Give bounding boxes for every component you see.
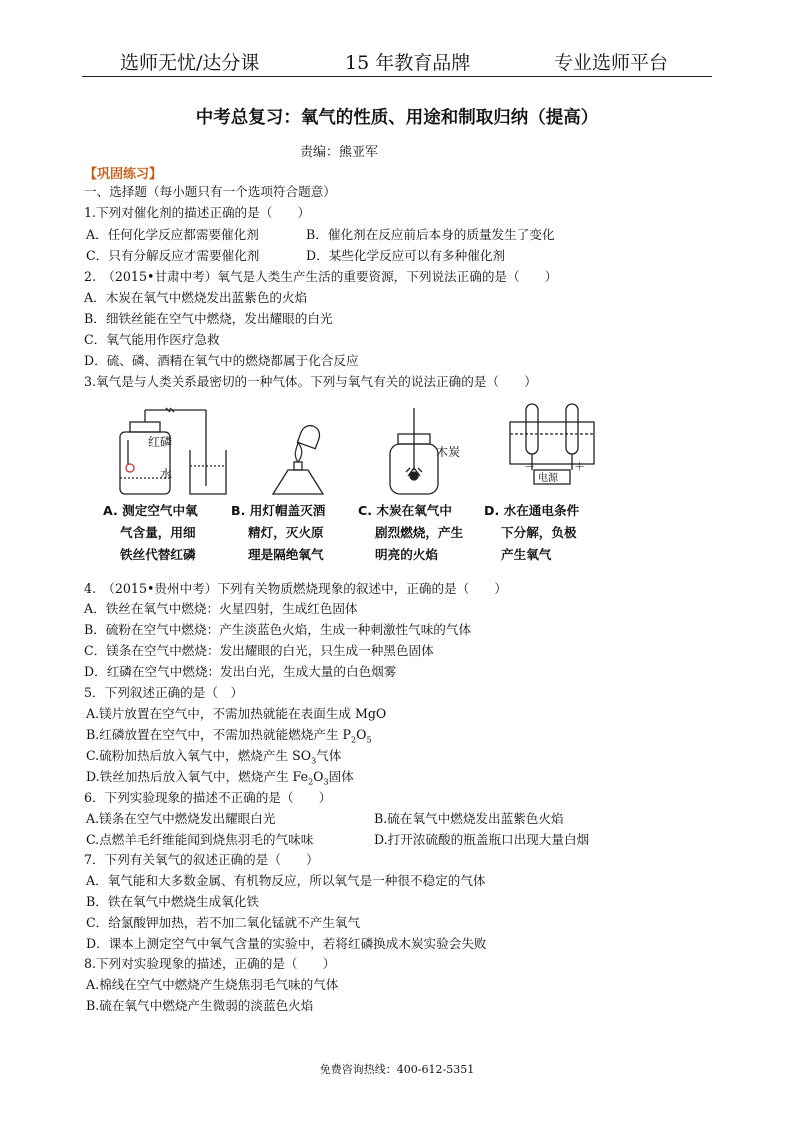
q2-option-a: A．木炭在氧气中燃烧发出蓝紫色的火焰 bbox=[84, 290, 308, 305]
q3-option-a-line3: 铁丝代替红磷 bbox=[120, 547, 196, 562]
q3-option-d-line3: 产生氧气 bbox=[501, 547, 552, 562]
q7-option-c: C．给氯酸钾加热，若不加二氧化锰就不产生氧气 bbox=[86, 915, 361, 930]
header-brand-center: 15 年教育品牌 bbox=[345, 52, 471, 74]
q3-option-d-line2: 下分解，负极 bbox=[501, 525, 577, 540]
q7-option-d: D．课本上测定空气中氧气含量的实验中，若将红磷换成木炭实验会失败 bbox=[86, 936, 487, 951]
minus-label: － bbox=[524, 460, 535, 473]
q3-option-a-line1: A. 测定空气中氧 bbox=[103, 503, 198, 518]
q6-option-c: C.点燃羊毛纤维能闻到烧焦羽毛的气味味 bbox=[86, 832, 314, 847]
editor-line: 责编：熊亚军 bbox=[300, 145, 379, 160]
alcohol-lamp-icon bbox=[273, 423, 323, 494]
q6-option-b: B.硫在氧气中燃烧发出蓝紫色火焰 bbox=[374, 811, 564, 826]
q7-option-b: B．铁在氧气中燃烧生成氧化铁 bbox=[86, 894, 259, 909]
q8-option-b: B.硫在氧气中燃烧产生微弱的淡蓝色火焰 bbox=[86, 998, 314, 1013]
power-label: 电源 bbox=[538, 473, 558, 484]
q3-option-a bbox=[103, 500, 198, 566]
charcoal-label: 木炭 bbox=[436, 445, 461, 459]
q3-option-c-line3: 明亮的火焰 bbox=[375, 547, 438, 562]
q3-option-b-line1: B. 用灯帽盖灭酒 bbox=[231, 503, 326, 518]
charcoal-jar-icon bbox=[390, 408, 438, 494]
q2-stem: 2. （2015•甘肃中考）氧气是人类生产生活的重要资源，下列说法正确的是（ ） bbox=[84, 269, 558, 284]
q3-option-c-line2: 剧烈燃烧，产生 bbox=[375, 525, 464, 540]
q3-stem: 3.氧气是与人类关系最密切的一种气体。下列与氧气有关的说法正确的是（ ） bbox=[84, 374, 537, 389]
q4-option-d: D．红磷在空气中燃烧：发出白光，生成大量的白色烟雾 bbox=[84, 664, 397, 679]
q1-stem: 1.下列对催化剂的描述正确的是（ ） bbox=[84, 205, 311, 220]
q2-option-c: C．氧气能用作医疗急救 bbox=[84, 332, 220, 347]
q1-option-a: A．任何化学反应都需要催化剂 bbox=[86, 227, 259, 242]
q6-option-d: D.打开浓硫酸的瓶盖瓶口出现大量白烟 bbox=[374, 832, 590, 847]
header-brand-left: 选师无忧/达分课 bbox=[120, 52, 260, 74]
q3-option-b-line2: 精灯，灭火原 bbox=[248, 525, 324, 540]
q3-option-b bbox=[231, 500, 325, 566]
q3-option-a-line2: 气含量，用细 bbox=[120, 525, 196, 540]
q8-option-a: A.棉线在空气中燃烧产生烧焦羽毛气味的气体 bbox=[86, 977, 339, 992]
q2-option-b: B．细铁丝能在空气中燃烧，发出耀眼的白光 bbox=[84, 311, 333, 326]
q3-option-d-line1: D. 水在通电条件 bbox=[484, 503, 580, 518]
q4-option-c: C．镁条在空气中燃烧：发出耀眼的白光，只生成一种黑色固体 bbox=[84, 643, 434, 658]
q3-experiment-figure bbox=[98, 400, 618, 500]
page-header bbox=[82, 48, 712, 77]
q7-stem: 7．下列有关氧气的叙述正确的是（ ） bbox=[84, 852, 319, 867]
q5-option-b: B.红磷放置在空气中，不需加热就能燃烧产生 $P_2O_5$ bbox=[86, 727, 372, 745]
q5-option-c: C.硫粉加热后放入氧气中，燃烧产生 $SO_3$气体 bbox=[86, 748, 342, 766]
q7-option-a: A．氧气能和大多数金属、有机物反应，所以氧气是一种很不稳定的气体 bbox=[86, 873, 486, 888]
q3-option-d bbox=[484, 500, 579, 566]
q4-stem: 4. （2015•贵州中考）下列有关物质燃烧现象的叙述中，正确的是（ ） bbox=[84, 581, 508, 596]
q1-option-d: D．某些化学反应可以有多种催化剂 bbox=[306, 248, 506, 263]
q3-option-c-line1: C. 木炭在氧气中 bbox=[358, 503, 452, 518]
header-brand-right: 专业选师平台 bbox=[554, 52, 669, 74]
q3-option-c bbox=[358, 500, 463, 566]
water-label: 水 bbox=[160, 467, 173, 481]
q5-option-d: D.铁丝加热后放入氧气中，燃烧产生 $Fe_2O_3$固体 bbox=[86, 769, 354, 787]
q4-option-a: A．铁丝在氧气中燃烧：火星四射，生成红色固体 bbox=[84, 601, 358, 616]
q8-stem: 8.下列对实验现象的描述，正确的是（ ） bbox=[84, 956, 336, 971]
footer-hotline: 免费咨询热线：400-612-5351 bbox=[319, 1063, 475, 1076]
page-title: 中考总复习：氧气的性质、用途和制取归纳（提高） bbox=[195, 108, 599, 128]
q5-stem: 5．下列叙述正确的是（ ） bbox=[84, 685, 244, 700]
q3-option-b-line3: 理是隔绝氧气 bbox=[248, 547, 324, 562]
q1-option-c: C．只有分解反应才需要催化剂 bbox=[86, 248, 260, 263]
plus-label: ＋ bbox=[574, 460, 585, 473]
q1-option-b: B．催化剂在反应前后本身的质量发生了变化 bbox=[306, 227, 555, 242]
q6-option-a: A.镁条在空气中燃烧发出耀眼白光 bbox=[86, 811, 276, 826]
section-tag: 【巩固练习】 bbox=[84, 167, 163, 182]
section-heading: 一、选择题（每小题只有一个选项符合题意） bbox=[84, 184, 336, 199]
q6-stem: 6．下列实验现象的描述不正确的是（ ） bbox=[84, 790, 332, 805]
q4-option-b: B．硫粉在空气中燃烧：产生淡蓝色火焰，生成一种刺激性气味的气体 bbox=[84, 622, 472, 637]
phosphorus-label: 红磷 bbox=[148, 435, 173, 449]
air-oxygen-apparatus-icon bbox=[120, 408, 226, 494]
q5-option-a: A.镁片放置在空气中，不需加热就能在表面生成 MgO bbox=[86, 706, 387, 721]
q2-option-d: D．硫、磷、酒精在氧气中的燃烧都属于化合反应 bbox=[84, 353, 359, 368]
